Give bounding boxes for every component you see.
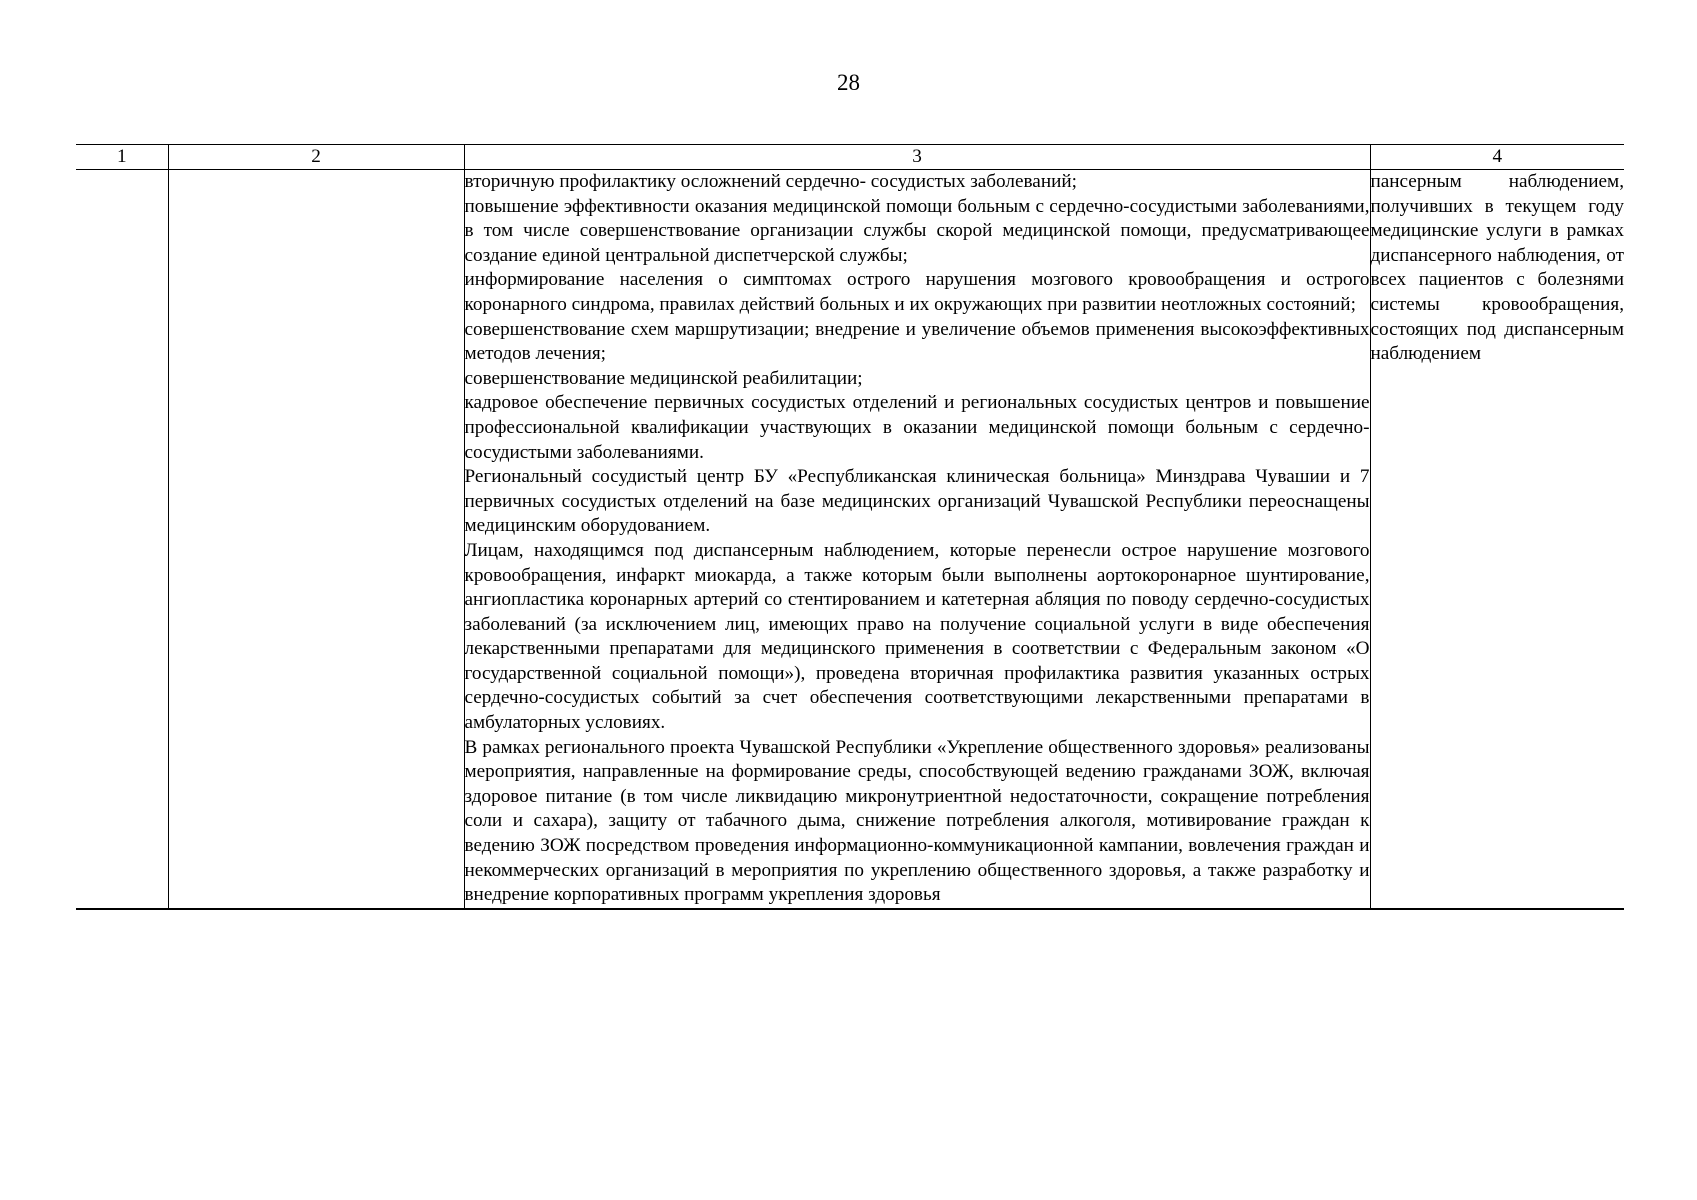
column-header-3: 3 [464, 145, 1370, 170]
cell-column-3 [464, 170, 1370, 909]
table-header-row [76, 145, 1624, 170]
paragraph: информирование населения о симптомах острого нарушения мозгового кровообращения и острого коронарного синдрома, правилах действий больных и их окружающих при развитии неотложных состояний; [464, 269, 1370, 315]
paragraph: Региональный сосудистый центр БУ «Республиканская клиническая больница» Минздрава Чувашии и 7 первичных сосудистых отделений на базе медицинских организаций Чувашской Республики переоснащены медицинским оборудованием. [464, 466, 1370, 537]
column-header-1: 1 [76, 145, 168, 170]
paragraph: кадровое обеспечение первичных сосудистых отделений и региональных сосудистых центров и повышение профессиональной квалификации участвующих в оказании медицинской помощи больным с сердечно-сосудистыми заболеваниями. [464, 392, 1370, 463]
paragraph: вторичную профилактику осложнений сердечно- сосудистых заболеваний; [464, 171, 1077, 192]
paragraph: совершенствование схем маршрутизации; внедрение и увеличение объемов применения высокоэффективных методов лечения; [464, 318, 1370, 365]
column-header-4: 4 [1370, 145, 1624, 170]
column-header-2: 2 [168, 145, 464, 170]
document-table [76, 144, 1624, 910]
paragraph: В рамках регионального проекта Чувашской Республики «Укрепление общественного здоровья» реализованы мероприятия, направленные на формирование среды, способствующей ведению гражданами ЗОЖ, включая здоровое питание (в том числе ликвидацию микронутриентной недостаточности, сокращение потребления соли и сахара), защиту от табачного дыма, снижение потребления алкоголя, мотивирование граждан к ведению ЗОЖ посредством проведения информационно-коммуникационной кампании, вовлечения граждан и некоммерческих организаций в мероприятия по укреплению общественного здоровья, а также разработку и внедрение корпоративных программ укрепления здоровья [464, 736, 1370, 906]
cell-column-4: пансерным наблюдением, получивших в текущем году медицинские услуги в рамках диспансерного наблюдения, от всех пациентов с болезнями системы кровообращения, состоящих под диспансерным наблюдением [1370, 170, 1624, 909]
page-number: 28 [837, 70, 860, 95]
cell-column-2 [168, 170, 464, 909]
paragraph: Лицам, находящимся под диспансерным наблюдением, которые перенесли острое нарушение мозгового кровообращения, инфаркт миокарда, а также которым были выполнены аортокоронарное шунтирование, ангиопластика коронарных артерий со стентированием и катетерная абляция по поводу сердечно-сосудистых заболеваний (за исключением лиц, имеющих право на получение социальной услуги в виде обеспечения лекарственными препаратами для медицинского применения в соответствии с Федеральным законом «О государственной социальной помощи»), проведена вторичная профилактика развития указанных острых сердечно-сосудистых событий за счет обеспечения соответствующими лекарственными препаратами в амбулаторных условиях. [464, 539, 1370, 734]
table-row [76, 170, 1624, 909]
paragraph: совершенствование медицинской реабилитации; [464, 367, 863, 389]
paragraph: повышение эффективности оказания медицинской помощи больным с сердечно-сосудистыми заболеваниями, в том числе совершенствование организации службы скорой медицинской помощи, предусматривающее создание единой центральной диспетчерской службы; [464, 195, 1370, 266]
cell-column-1 [76, 170, 168, 909]
